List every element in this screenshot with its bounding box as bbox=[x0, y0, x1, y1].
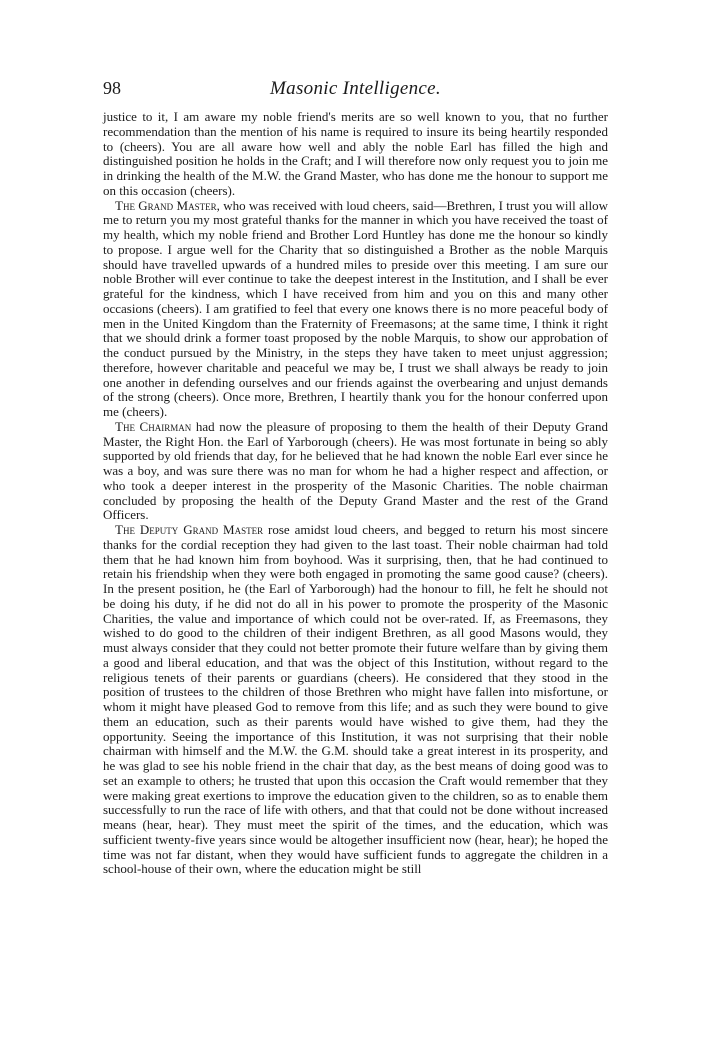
paragraph bbox=[103, 199, 608, 420]
running-title: Masonic Intelligence. bbox=[270, 78, 441, 99]
paragraph-text: justice to it, I am aware my noble friend's merits are so well known to you, that no further recommendation than the mention of his name is required to insure its being heartily responded to (cheers). You are all aware how well and ably the noble Earl has filled the high and distinguished position he holds in the Craft; and I will therefore now only request you to join me in drinking the health of the M.W. the Grand Master, who has done me the honour to support me on this occasion (cheers). bbox=[103, 109, 608, 198]
paragraph bbox=[103, 420, 608, 523]
paragraph-text: rose amidst loud cheers, and begged to return his most sincere thanks for the cordial reception they had given to the last toast. Their noble chairman had told them that he had known him from boyhood. Was it surprising, then, that he had continued to retain his friendship when they were both engaged in promoting the same good cause? (cheers). In the present position, he (the Earl of Yarborough) had the honour to fill, he felt he should not be doing his duty, if he did not do all in his power to promote the prosperity of the Masonic Charities, the value and importance of which could not be over-rated. If, as Freemasons, they wished to do good to the children of their indigent Brethren, as all good Masons would, they must always consider that they could not better promote their future welfare than by giving them a good and liberal education, and that was the object of this Institution, without regard to the religious tenets of their parents or guardians (cheers). He considered that they stood in the position of trustees to the children of those Brethren who might have fallen into misfortune, or whom it might have pleased God to remove from this life; and as such they were bound to give them an education, such as their parents would have wished to give them, had they the opportunity. Seeing the importance of this Institution, it was not surprising that their noble chairman with himself and the M.W. the G.M. should take a great interest in its prosperity, and he was glad to see his noble friend in the chair that day, as the best means of doing good was to set an example to others; he trusted that upon this occasion the Craft would remember that they were making great exertions to improve the education given to the children, so as to enable them successfully to run the race of life with others, and that that could not be done without increased means (hear, hear). They must meet the spirit of the times, and the education, which was sufficient twenty-five years since would be altogether insufficient now (hear, hear); he hoped the time was not far distant, when they would have sufficient funds to aggregate the children in a school-house of their own, where the education might be still bbox=[103, 522, 609, 877]
paragraph bbox=[103, 523, 608, 877]
page-number: 98 bbox=[103, 78, 121, 98]
paragraph-text: who was received with loud cheers, said—Brethren, I trust you will allow me to return you my most grateful thanks for the manner in which you have received the toast of my health, which my noble friend and Brother Lord Huntley has done me the honour so kindly to propose. I argue well for the Charity that so distinguished a Brother as the noble Marquis should have travelled upwards of a hundred miles to preside over this meeting. I am sure our noble Brother will ever continue to take the deepest interest in the Institution, and I shall be ever grateful for the kindness, which I have received from him and you on this and many other occasions (cheers). I am gratified to feel that every one knows there is no more peaceful body of men in the United Kingdom than the Fraternity of Freemasons; at the same time, I think it right that we should drink a former toast proposed by the noble Marquis, to show our approbation of the conduct pursued by the Ministry, in the steps they have taken to meet unjust aggression; therefore, however charitable and peaceful we may be, I trust we shall always be ready to join one another in defending ourselves and our friends against the overbearing and unjust demands of the strong (cheers). Once more, Brethren, I heartily thank you for the honour conferred upon me (cheers). bbox=[103, 197, 608, 419]
speaker-name: The Grand Master, bbox=[115, 197, 220, 213]
speaker-name: The Deputy Grand Master bbox=[115, 522, 264, 537]
article-body bbox=[103, 110, 608, 877]
paragraph-text: had now the pleasure of proposing to them the health of their Deputy Grand Master, the Right Hon. the Earl of Yarborough (cheers). He was most fortunate in being so ably supported by old friends that day, for he believed that he had known the noble Earl ever since he was a boy, and was sure there was no man for whom he had a higher respect and affection, or who took a deeper interest in the prosperity of the Masonic Charities. The noble chairman concluded by proposing the health of the Deputy Grand Master and the rest of the Grand Officers. bbox=[103, 418, 609, 523]
paragraph bbox=[103, 110, 608, 199]
speaker-name: The Chairman bbox=[115, 418, 192, 434]
page-header bbox=[103, 78, 608, 110]
page-column bbox=[103, 78, 608, 877]
